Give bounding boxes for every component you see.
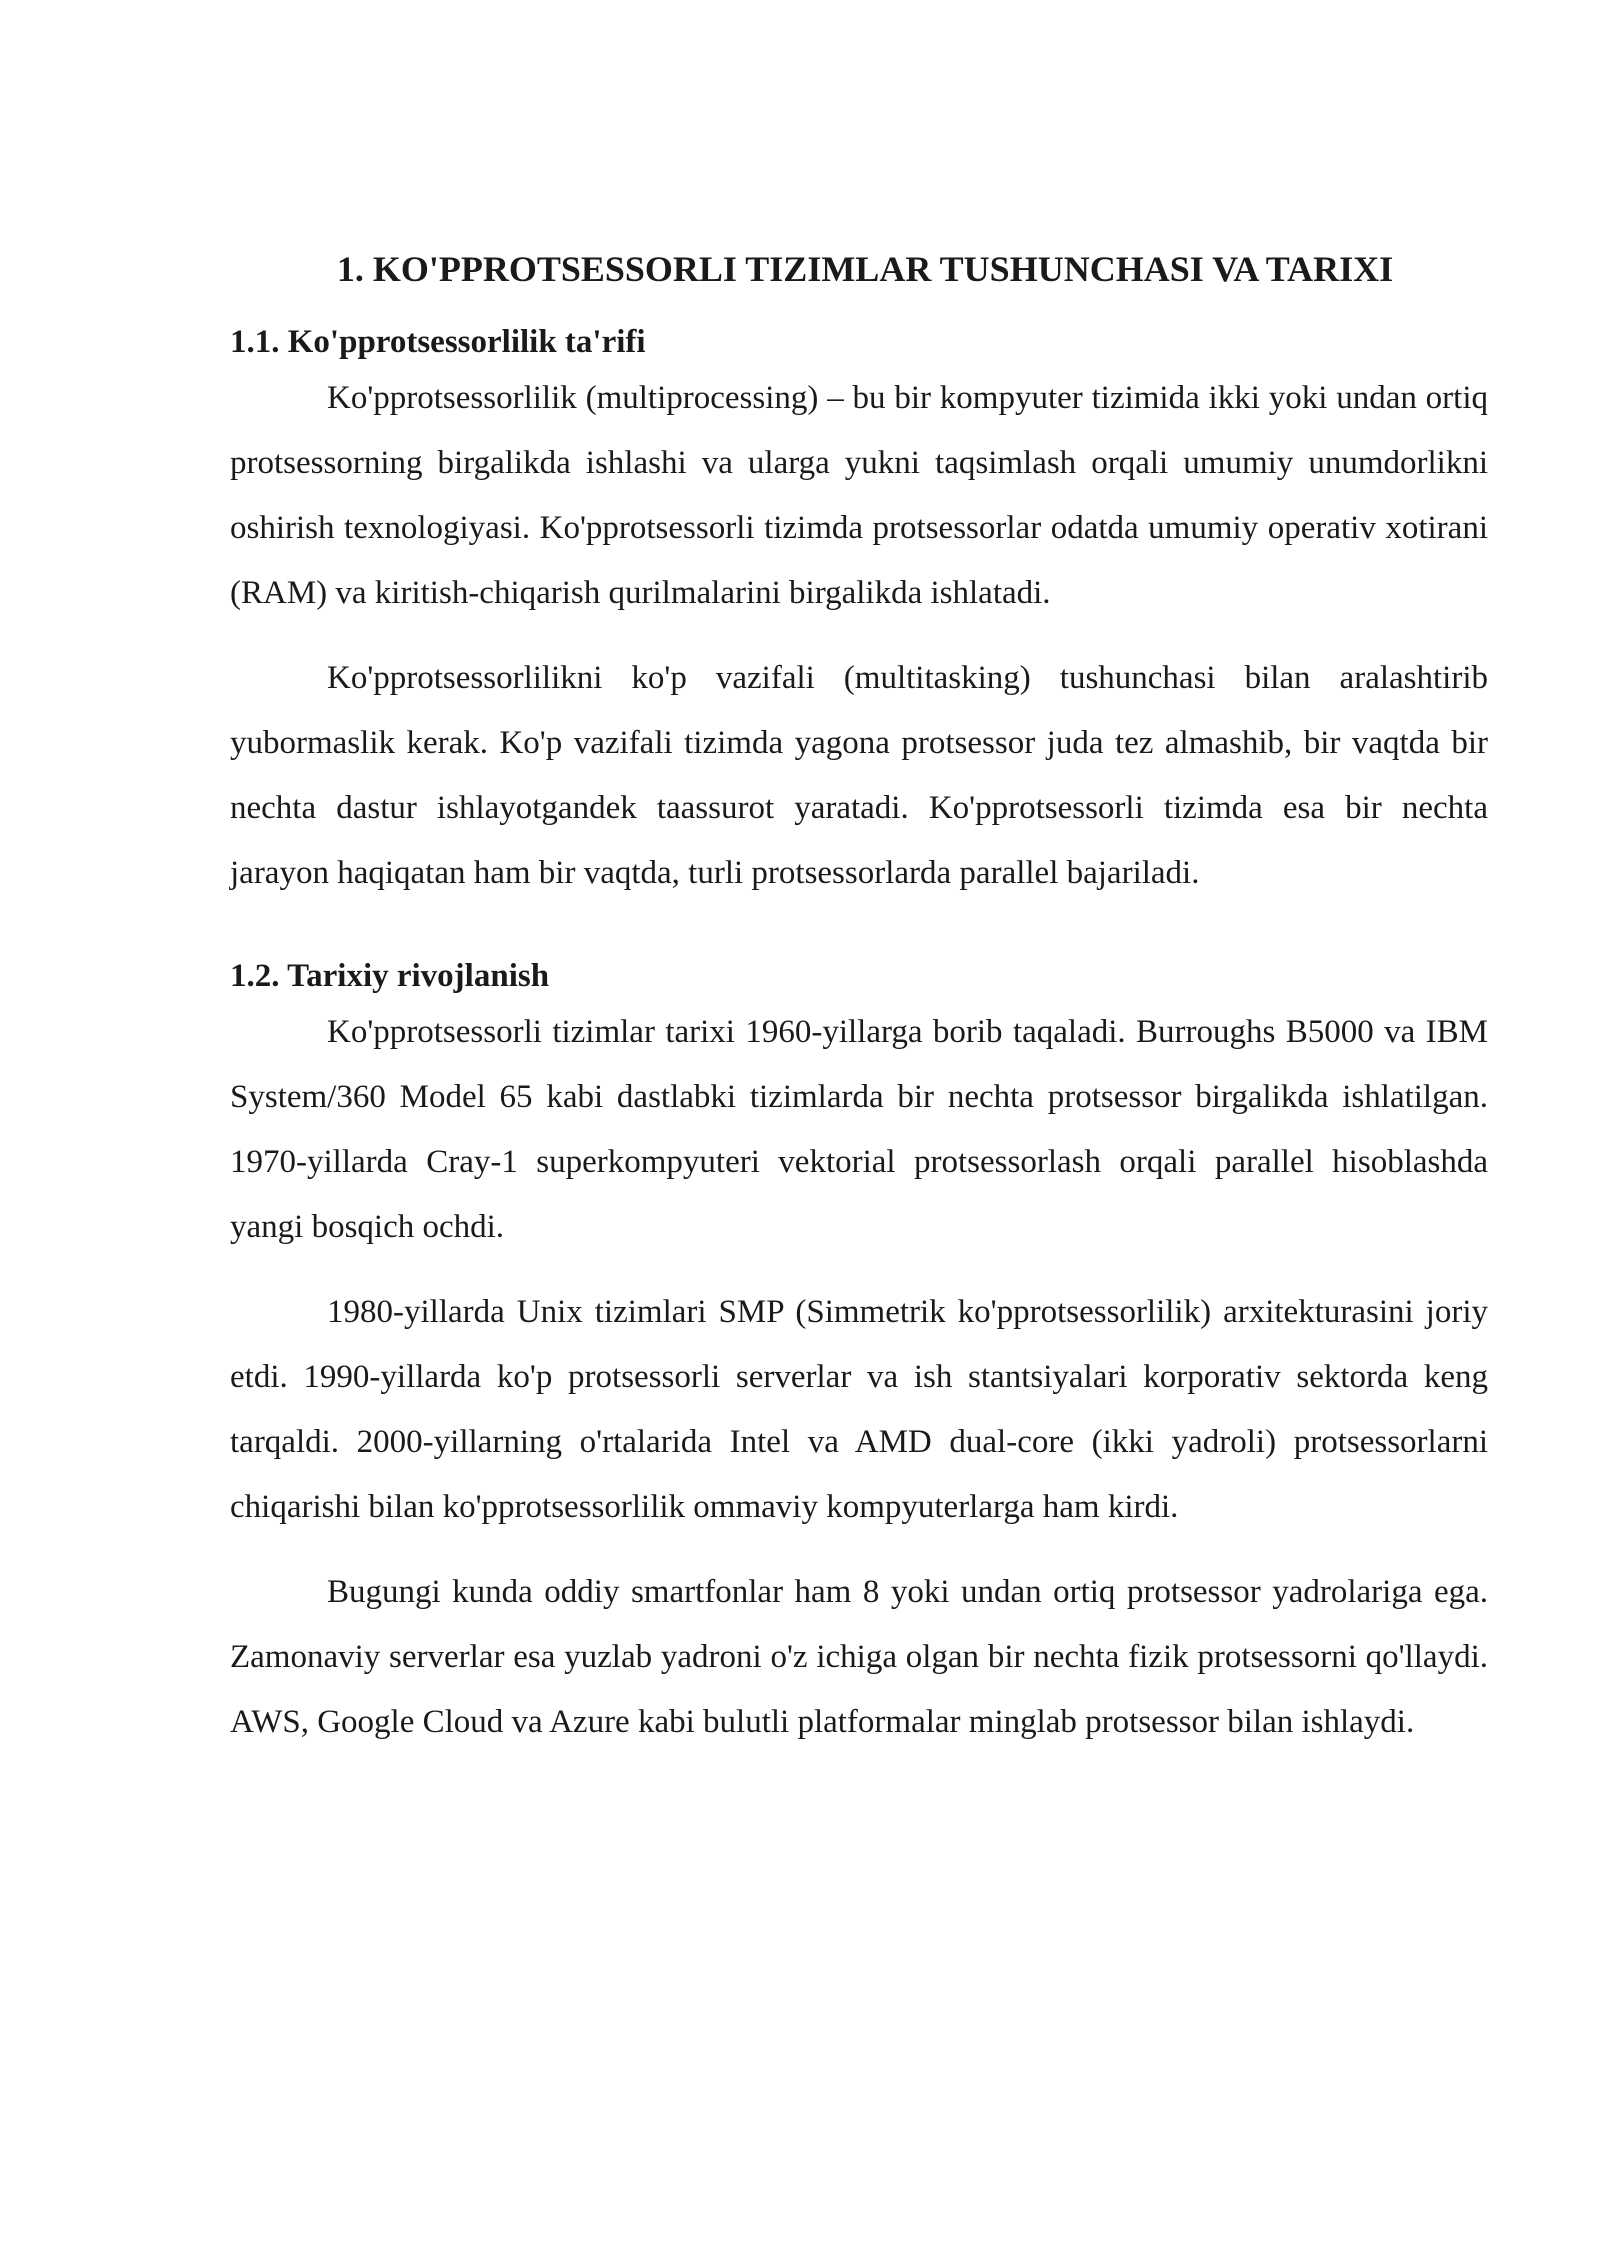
paragraph-history-1980s: 1980-yillarda Unix tizimlari SMP (Simmetrik ko'pprotsessorlilik) arxitekturasini joriy etdi. 1990-yillarda ko'p protsessorli serverlar va ish stantsiyalari korporativ sektorda keng tarqaldi. 2000-yillarning o'rtalarida Intel va AMD dual-core (ikki yadroli) protsessorlarni chiqarishi bilan ko'pprotsessorlilik ommaviy kompyuterlarga ham kirdi. bbox=[230, 1294, 1488, 1525]
section-heading-history: 1.2. Tarixiy rivojlanish bbox=[230, 958, 550, 994]
paragraph-multitasking-comparison: Ko'pprotsessorlilikni ko'p vazifali (multitasking) tushunchasi bilan aralashtirib yubormaslik kerak. Ko'p vazifali tizimda yagona protsessor juda tez almashib, bir vaqtda bir nechta dastur ishlayotgandek taassurot yaratadi. Ko'pprotsessorli tizimda esa bir nechta jarayon haqiqatan ham bir vaqtda, turli protsessorlarda parallel bajariladi. bbox=[230, 660, 1488, 891]
paragraph-history-1960s: Ko'pprotsessorli tizimlar tarixi 1960-yillarga borib taqaladi. Burroughs B5000 va IBM System/360 Model 65 kabi dastlabki tizimlarda bir nechta protsessor birgalikda ishlatilgan. 1970-yillarda Cray-1 superkompyuteri vektorial protsessorlash orqali parallel hisoblashda yangi bosqich ochdi. bbox=[230, 1014, 1488, 1245]
chapter-title: 1. KO'PPROTSESSORLI TIZIMLAR TUSHUNCHASI VA TARIXI bbox=[336, 249, 1394, 289]
paragraph-multiprocessing-definition: Ko'pprotsessorlilik (multiprocessing) – bu bir kompyuter tizimida ikki yoki undan ortiq protsessorning birgalikda ishlashi va ularga yukni taqsimlash orqali umumiy unumdorlikni oshirish texnologiyasi. Ko'pprotsessorli tizimda protsessorlar odatda umumiy operativ xotirani (RAM) va kiritish-chiqarish qurilmalarini birgalikda ishlatadi. bbox=[230, 380, 1488, 611]
section-heading-definition: 1.1. Ko'pprotsessorlilik ta'rifi bbox=[230, 324, 646, 360]
document-page bbox=[230, 246, 1488, 1775]
paragraph-history-today: Bugungi kunda oddiy smartfonlar ham 8 yoki undan ortiq protsessor yadrolariga ega. Zamonaviy serverlar esa yuzlab yadroni o'z ichiga olgan bir nechta fizik protsessorni qo'llaydi. AWS, Google Cloud va Azure kabi bulutli platformalar minglab protsessor bilan ishlaydi. bbox=[230, 1574, 1488, 1740]
